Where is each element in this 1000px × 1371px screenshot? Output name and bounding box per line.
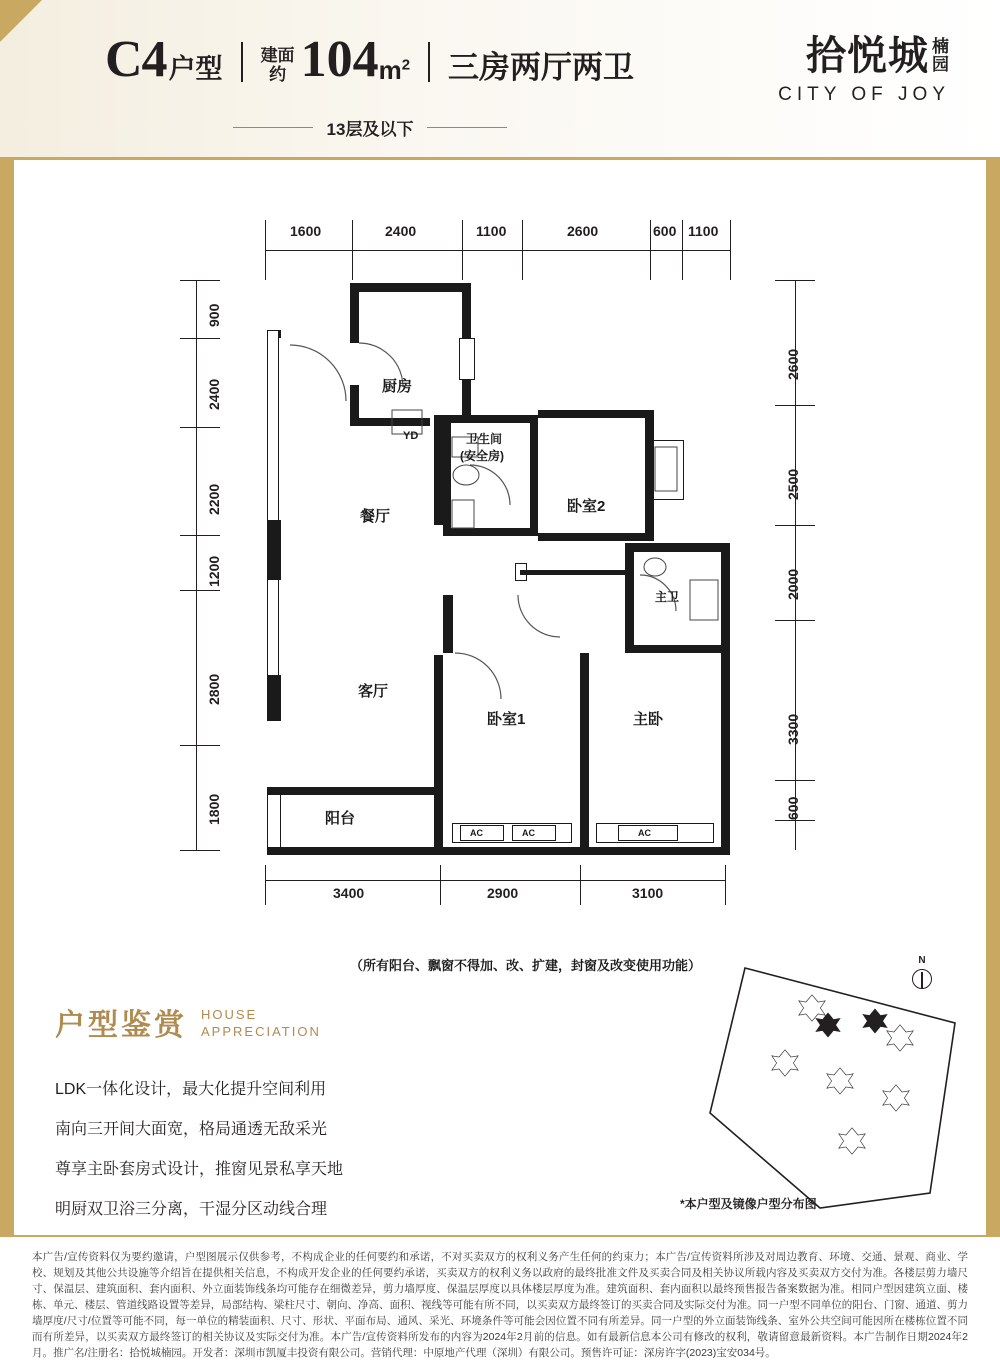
dim-top-2: 1100: [476, 223, 507, 239]
appreciation-title-en-line2: APPRECIATION: [201, 1024, 321, 1039]
dim-top-0: 1600: [290, 223, 322, 239]
dim-left-1: 2400: [206, 378, 222, 410]
layout-description: 三房两厅两卫: [448, 50, 635, 85]
marker-ac-1: AC: [470, 828, 483, 838]
brand-logo-small-bottom: 园: [932, 55, 950, 74]
dim-right-4: 600: [785, 796, 801, 820]
appreciation-title-en: [201, 1006, 321, 1044]
area-unit-sup: 2: [401, 56, 411, 74]
area-unit-text: m: [378, 55, 402, 85]
dim-right-3: 3300: [785, 713, 801, 745]
dim-top-1: 2400: [385, 223, 417, 239]
marker-ac-3: AC: [638, 828, 651, 838]
appreciation-title-en-line1: HOUSE: [201, 1007, 258, 1022]
dim-bottom-2: 3100: [632, 885, 664, 901]
dim-left-3: 1200: [206, 555, 222, 587]
appreciation-title-row: [55, 1000, 475, 1044]
dim-top-4: 600: [653, 223, 677, 239]
model-code: C4: [105, 31, 167, 88]
appreciation-title-cn: 户型鉴赏: [55, 1009, 187, 1042]
floor-note-rule-left: [233, 127, 313, 128]
marker-ac-2: AC: [522, 828, 535, 838]
floor-note: 13层及以下: [326, 120, 414, 139]
area-unit: [379, 57, 410, 86]
page-header: [0, 0, 1000, 160]
door-arcs: [0, 175, 820, 875]
dim-bottom-1: 2900: [487, 885, 519, 901]
appreciation-item-1: 南向三开间大面宽，格局通透无敌采光: [55, 1121, 328, 1138]
room-label-safe-room: (安全房): [460, 449, 504, 463]
dim-top-5: 1100: [688, 223, 719, 239]
floor-plan: [0, 175, 1000, 935]
room-label-bedroom1: 卧室1: [487, 711, 526, 728]
marker-yd: YD: [403, 430, 419, 442]
dim-right-0: 2600: [785, 348, 801, 380]
brand-logo-en: CITY OF JOY: [778, 84, 950, 105]
room-label-kitchen: 厨房: [382, 378, 413, 395]
brand-logo: [778, 33, 950, 106]
divider-1: [241, 42, 243, 82]
appreciation-list: [55, 1070, 475, 1230]
dim-left-5: 1800: [206, 793, 222, 825]
brand-logo-small: [932, 38, 950, 74]
unit-title-row: [105, 31, 635, 88]
compass-north-label: N: [918, 955, 926, 966]
dim-left-0: 900: [206, 303, 222, 327]
appreciation-section: [55, 1000, 475, 1230]
room-label-balcony: 阳台: [325, 810, 356, 827]
area-label-line2: 约: [269, 65, 287, 84]
room-label-living: 客厅: [358, 683, 389, 700]
dim-left-2: 2200: [206, 483, 222, 515]
room-label-master-bath: 主卫: [655, 590, 680, 604]
brand-logo-cn: [778, 33, 950, 78]
room-label-bathroom: 卫生间: [466, 432, 503, 446]
model-suffix: 户型: [168, 54, 223, 84]
dim-right-2: 2000: [785, 568, 801, 600]
dim-right-1: 2500: [785, 468, 801, 500]
legal-footer-text: 本广告/宣传资料仅为要约邀请，户型图展示仅供参考，不构成企业的任何要约和承诺，不对买卖双方的权利义务产生任何的约束力；本广告/宣传资料所涉及对周边教育、环境、交通、景观、商业、学校、规划及其他公共设施等介绍旨在提供相关信息，不构成开发企业的任何要约承诺，买卖双方的权利义务以政府的最终批准文件及买卖合同及相关协议所载内容及买卖双方交付为准。各楼层剪力墙尺寸、保温层、建筑面积、套内面积、外立面装饰线条均可能存在细微差异，剪力墙厚度、保温层厚度以具体楼层厚度为准。建筑面积、套内面积以最终预售报告备案数据为准。相同户型因建筑立面、楼栋、单元、楼层、管道线路设置等差异，局部结构、梁柱尺寸、朝向、净高、面积、视线等可能有所不同，以买卖双方最终签订的买卖合同及实际交付为准。同一户型不同单位的阳台、门窗、通道、剪力墙厚度/尺寸/位置等可能不同，每一单位的精装面积、尺寸、形状、平面布局、通风、采光、环境条件等可能会因位置不同有所差异。同一户型的外立面装饰线条、室外公共空间可能因所在楼栋位置不同而有所差异，以买卖双方最终签订的相关协议及实际交付为准。本广告/宣传资料所发布的内容为2024年2月前的信息。如有最新信息本公司有修改的权利，敬请留意最新资料。本广告制作日期2024年2月。推广名/注册名：拾悦城楠园。开发者：深圳市凯厦丰投资有限公司。营销代理：中原地产代理（深圳）有限公司。预售许可证：深房许字(2023)宝安034号。: [32, 1251, 968, 1359]
room-label-bedroom2: 卧室2: [567, 498, 606, 515]
legal-footer: [0, 1235, 1000, 1371]
appreciation-item-0: LDK一体化设计，最大化提升空间利用: [55, 1081, 327, 1098]
floor-note-row: [160, 115, 580, 140]
room-label-master-bedroom: 主卧: [633, 711, 664, 728]
appreciation-item-2: 尊享主卧套房式设计，推窗见景私享天地: [55, 1161, 344, 1178]
site-distribution-map: [700, 945, 970, 1205]
dim-bottom-0: 3400: [333, 885, 365, 901]
floor-note-rule-right: [427, 127, 507, 128]
room-label-dining: 餐厅: [360, 508, 391, 525]
brand-logo-small-top: 楠: [932, 37, 950, 56]
area-label: [261, 46, 295, 86]
dim-top-3: 2600: [567, 223, 599, 239]
brand-logo-main: 拾悦城: [806, 33, 929, 78]
plan-disclaimer-note: （所有阳台、飘窗不得加、改、扩建，封窗及改变使用功能）: [350, 958, 702, 973]
sitemap-caption: *本户型及镜像户型分布图: [680, 1197, 817, 1211]
area-label-line1: 建面: [260, 46, 295, 65]
appreciation-item-3: 明厨双卫浴三分离，干湿分区动线合理: [55, 1201, 328, 1218]
dim-left-4: 2800: [206, 673, 222, 705]
divider-2: [428, 42, 430, 82]
area-number: 104: [300, 31, 379, 88]
